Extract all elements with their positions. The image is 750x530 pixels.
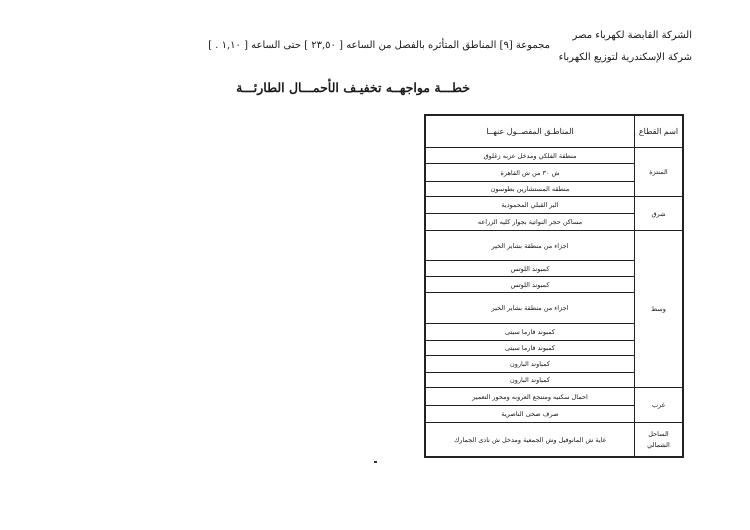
sector-central: وسط (635, 231, 683, 388)
area-row: كمبوند فارما سيتى (426, 324, 635, 341)
area-row: كمباوند البارون (426, 356, 635, 373)
sector-montaza: المنتزة (635, 148, 683, 197)
area-row: اجزاء من منطقة بشاير الخير (426, 293, 635, 324)
area-row: احمال سكنيه ومنتجع العروبه ومحور التعمير (426, 388, 635, 406)
col-header-areas: المناطـق المفصــول عنهــا (426, 116, 635, 148)
load-shedding-table (424, 114, 684, 458)
col-header-sector: اسم القطاع (635, 116, 683, 148)
area-row: اجزاء من منطقة بشاير الخير (426, 231, 635, 261)
area-row: كمبوند اللوتس (426, 261, 635, 277)
area-row: منطقة الفلكي ومدخل عزبه زغلوق (426, 148, 635, 164)
area-row: صرف صحى الناصرية (426, 406, 635, 423)
org-name-distribution: شركة الإسكندرية لتوزيع الكهرباء (558, 52, 692, 63)
area-row: غاية ش المانوفيل وش الجمعية ومدخل ش نادى الجمارك (426, 423, 635, 457)
group-schedule-line: مجموعة [٩] المناطق المتأثره بالفصل من الساعه [ ٢٣,٥٠ ] حتى الساعه [ ١,١٠ . ] (208, 40, 550, 51)
area-row: مساكن حجر النواتية بجوار كليه الزراعه (426, 214, 635, 231)
sector-east: شرق (635, 197, 683, 231)
area-row: كمباوند البارون (426, 373, 635, 388)
area-row: البر القبلي المحمودية (426, 197, 635, 214)
sector-west: غرب (635, 388, 683, 423)
area-row: كمبوند فارما سيتى (426, 341, 635, 356)
area-row: كمبوند اللوتس (426, 277, 635, 293)
sector-north-coast: الساحل الشمالي (635, 423, 683, 457)
area-row: منطقه المستشارين بطوسون (426, 182, 635, 197)
scan-speck (374, 461, 377, 463)
org-name-holding: الشركة القابضة لكهرباء مصر (572, 30, 692, 41)
plan-title: خطـــة مواجهــه تخفيـف الأحمـــال الطارئـــة (236, 80, 470, 95)
area-row: ش ٣٠ من ش القاهرة (426, 164, 635, 182)
